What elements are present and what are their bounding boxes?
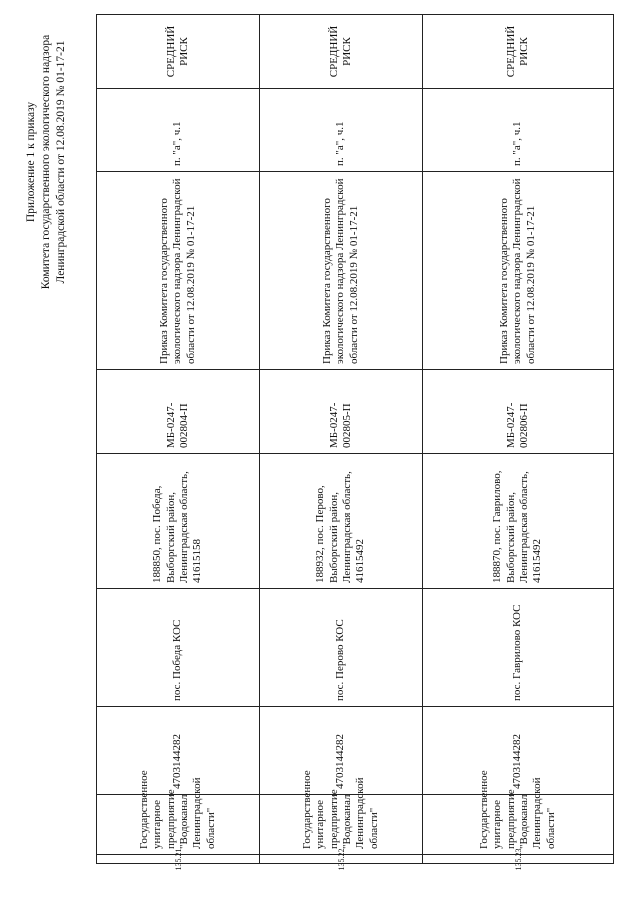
number-cell bbox=[97, 848, 259, 871]
order-text: Приказ Комитета государственного экологического надзора Ленинградской области от 12.08.2019 № 01-17-21 bbox=[320, 178, 360, 364]
point-text: п. "а", ч.1 bbox=[171, 121, 184, 166]
address-cell bbox=[423, 453, 613, 589]
reg-number-text: МБ-0247-002804-П bbox=[164, 402, 190, 448]
address-text: 188870, пос. Гаврилово, Выборгский район, Ленинградская область, 41615492 bbox=[491, 470, 544, 583]
object-name-text: пос. Гаврилово КОС bbox=[511, 604, 524, 701]
organization-cell bbox=[260, 770, 422, 855]
inn-text: 4703144282 bbox=[334, 734, 347, 789]
address-text: 188850, пос. Победа, Выборгский район, Ленинградская область, 41615158 bbox=[151, 471, 204, 583]
inn-text: 4703144282 bbox=[511, 734, 524, 789]
organization-cell bbox=[423, 770, 613, 855]
organization-text: Государственное унитарное предприятие "Водоканал Ленинградской области" bbox=[137, 770, 217, 849]
point-text: п. "а", ч.1 bbox=[334, 121, 347, 166]
risk-cell bbox=[97, 15, 259, 88]
reg-number-cell bbox=[97, 369, 259, 454]
inn-text: 4703144282 bbox=[171, 734, 184, 789]
order-text: Приказ Комитета государственного экологического надзора Ленинградской области от 12.08.2019 № 01-17-21 bbox=[497, 178, 537, 364]
table-row bbox=[97, 15, 260, 871]
organization-text: Государственное унитарное предприятие "Водоканал Ленинградской области" bbox=[300, 770, 380, 849]
point-cell bbox=[97, 88, 259, 172]
header-line-3: Ленинградской области от 12.08.2019 № 01-17-21 bbox=[55, 40, 67, 284]
row-number-text: 135.23 bbox=[513, 848, 523, 871]
table-row bbox=[260, 15, 423, 871]
risk-text: СРЕДНИЙ РИСК bbox=[164, 25, 190, 78]
header-text bbox=[20, 12, 82, 312]
object-name-cell bbox=[97, 588, 259, 707]
reg-number-text: МБ-0247-002805-П bbox=[327, 402, 353, 448]
row-number-text: 135.22 bbox=[336, 848, 346, 871]
number-cell bbox=[260, 848, 422, 871]
object-name-cell bbox=[260, 588, 422, 707]
order-cell bbox=[260, 171, 422, 370]
table-row bbox=[423, 15, 613, 871]
risk-cell bbox=[423, 15, 613, 88]
risk-cell bbox=[260, 15, 422, 88]
object-name-text: пос. Победа КОС bbox=[171, 619, 184, 701]
organization-cell bbox=[97, 770, 259, 855]
order-cell bbox=[423, 171, 613, 370]
registry-table bbox=[96, 14, 614, 871]
header-line-2: Комитета государственного экологического надзора bbox=[40, 34, 52, 290]
risk-text: СРЕДНИЙ РИСК bbox=[327, 25, 353, 78]
point-cell bbox=[423, 88, 613, 172]
point-text: п. "а", ч.1 bbox=[511, 121, 524, 166]
header-line-1: Приложение 1 к приказу bbox=[25, 101, 37, 223]
reg-number-text: МБ-0247-002806-П bbox=[504, 402, 530, 448]
reg-number-cell bbox=[423, 369, 613, 454]
organization-text: Государственное унитарное предприятие "Водоканал Ленинградской области" bbox=[477, 770, 557, 849]
row-number-text: 135.21 bbox=[173, 848, 183, 871]
order-cell bbox=[97, 171, 259, 370]
object-name-text: пос. Перово КОС bbox=[334, 619, 347, 701]
address-text: 188932, пос. Перово, Выборгский район, Ленинградская область, 41615492 bbox=[314, 471, 367, 583]
point-cell bbox=[260, 88, 422, 172]
reg-number-cell bbox=[260, 369, 422, 454]
address-cell bbox=[97, 453, 259, 589]
document-header bbox=[20, 12, 82, 312]
order-text: Приказ Комитета государственного экологического надзора Ленинградской области от 12.08.2019 № 01-17-21 bbox=[157, 178, 197, 364]
object-name-cell bbox=[423, 588, 613, 707]
address-cell bbox=[260, 453, 422, 589]
number-cell bbox=[423, 848, 613, 871]
risk-text: СРЕДНИЙ РИСК bbox=[504, 25, 530, 78]
